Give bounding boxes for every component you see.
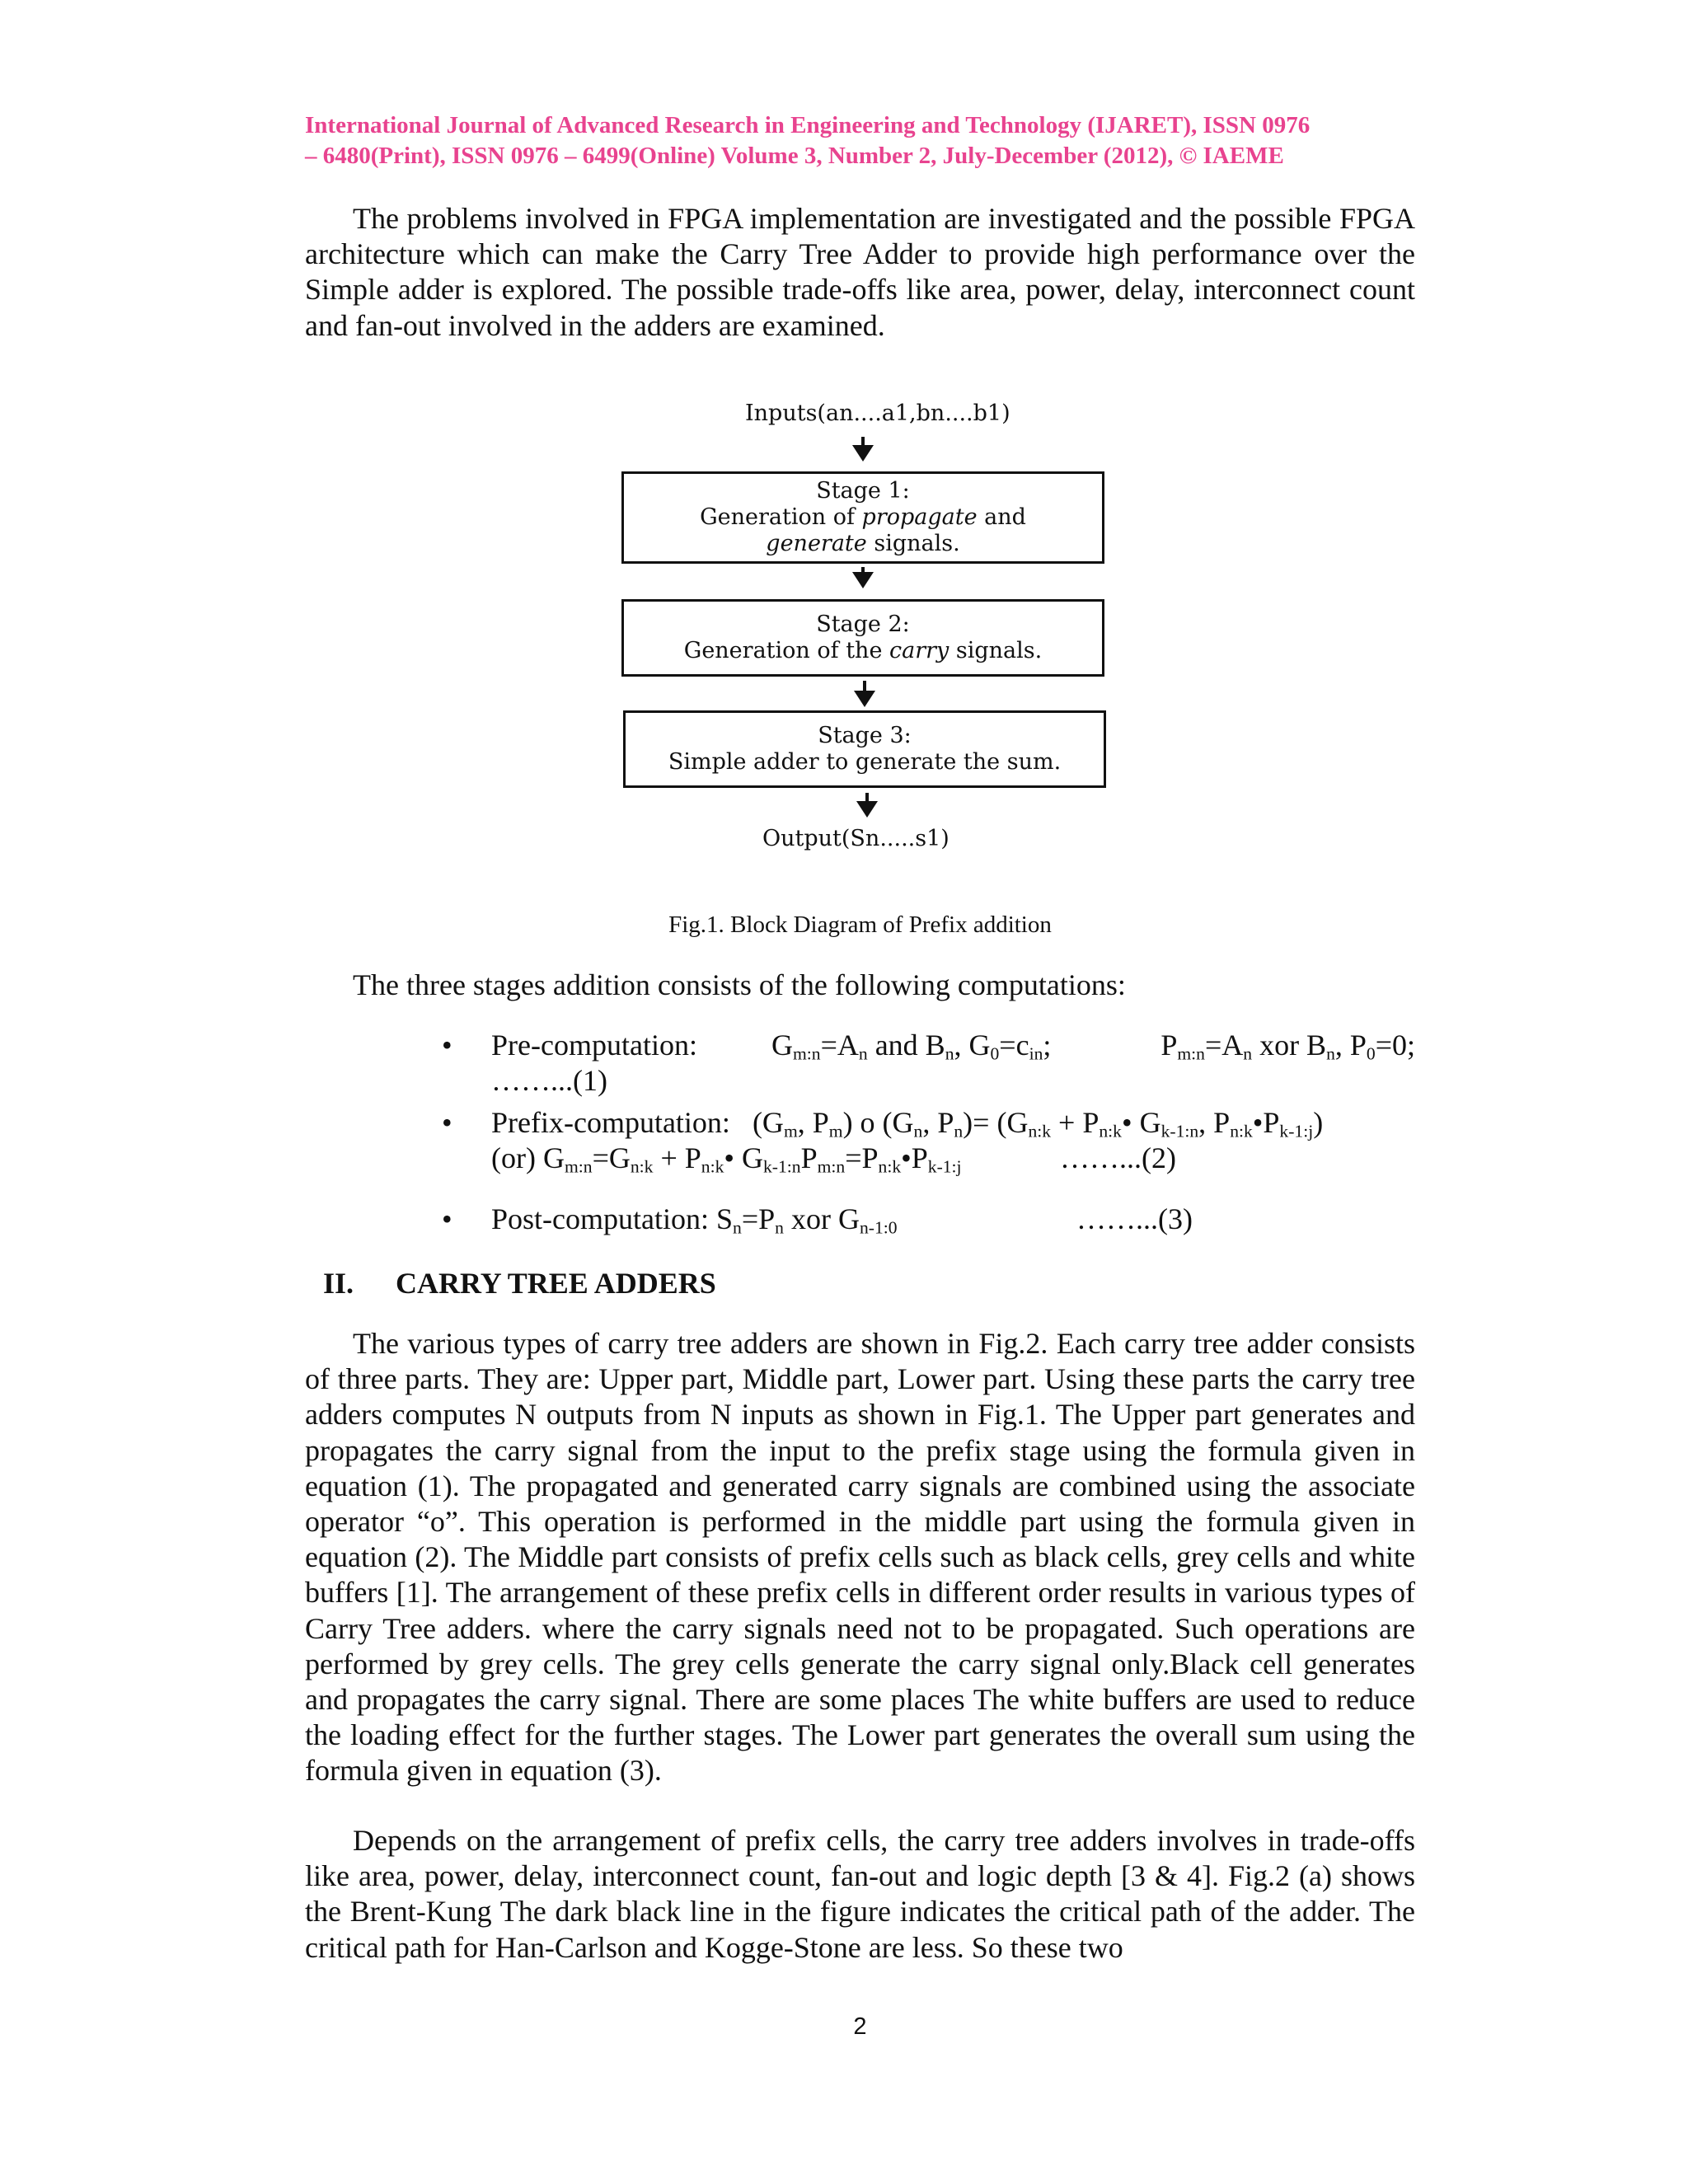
stage-2-title: Stage 2: [816, 612, 910, 637]
arrow-to-stage-3 [863, 681, 866, 692]
section-title: CARRY TREE ADDERS [396, 1267, 716, 1300]
equation-number-2: ……...(2) [1060, 1141, 1176, 1174]
stage-1-title: Stage 1: [816, 478, 910, 504]
stage-1-line-3: generate signals. [766, 531, 960, 556]
stages-intro-text: The three stages addition consists of the following computations: [353, 968, 1126, 1001]
journal-header-line-1: International Journal of Advanced Research in Engineering and Technology (IJARET), ISSN 0976 [305, 112, 1311, 138]
stage-1-line-2: Generation of propagate and [700, 504, 1026, 530]
block-diagram-figure [305, 387, 1415, 956]
prefix-computation-formula: ($G_m$, $P_m$) o ($G_n$, $P_n)= (G_{n:k}$ + $P_{n:k}•$ $G_{k-1:n}$, $P_{n:k}•P_{k-1:j}$) [752, 1106, 1324, 1141]
diagram-input-label: Inputs(an....a1,bn....b1) [745, 401, 1010, 426]
pre-computation-formula: $G_{m:n}=A_n$ and $B_n$, $G_0=c_{in}$; [771, 1029, 1052, 1064]
stage-3-text: Simple adder to generate the sum. [668, 749, 1062, 775]
bullet-icon: • [442, 1106, 452, 1139]
equation-number-3: ……...(3) [1076, 1202, 1193, 1235]
arrow-to-output [865, 793, 869, 803]
post-computation-formula: $S_n=P_n$ xor $G_{n-1:0}$ [716, 1202, 898, 1238]
pre-computation-formula-p: $P_{m:n}=A_n$ xor $B_n$, $P_0=0$; [1160, 1029, 1415, 1064]
equation-number-1: ……...(1) [491, 1064, 607, 1097]
section-number: II. [323, 1267, 354, 1300]
intro-paragraph: The problems involved in FPGA implementation are investigated and the possible FPGA architecture which can make the Carry Tree Adder to provide high performance over the Simple adder is explored. The possible trade-offs like area, power, delay, interconnect count and fan-out involved in the adders are examined. [305, 202, 1415, 342]
figure-caption: Fig.1. Block Diagram of Prefix addition [668, 912, 1052, 938]
stage-2-box [621, 599, 1104, 677]
page-number: 2 [853, 2013, 867, 2040]
journal-header-line-2: – 6480(Print), ISSN 0976 – 6499(Online) Volume 3, Number 2, July-December (2012), © IAEME [305, 143, 1284, 169]
stage-3-title: Stage 3: [818, 723, 912, 748]
bullet-icon: • [442, 1202, 452, 1235]
arrow-to-stage-1 [861, 437, 865, 447]
depends-paragraph: Depends on the arrangement of prefix cells, the carry tree adders involves in trade-offs like area, power, delay, interconnect count, fan-out and logic depth [3 & 4]. Fig.2 (a) shows the Brent-Kung The dark black line in the figure indicates the critical path of the adder. The critical path for Han-Carlson and Kogge-Stone are less. So these two [305, 1824, 1415, 1964]
stage-3-box [623, 710, 1106, 788]
carry-tree-paragraph: The various types of carry tree adders are shown in Fig.2. Each carry tree adder consists of three parts. They are: Upper part, Middle part, Lower part. Using these parts the carry tree adders computes N outputs from N inputs as shown in Fig.1. The Upper part generates and propagates the carry signal from the input to the prefix stage using the formula given in equation (1). The propagated and generated carry signals are combined using the associate operator “o”. This operation is performed in the middle part using the formula given in equation (2). The Middle part consists of prefix cells such as black cells, grey cells and white buffers [1]. The arrangement of these prefix cells in different order results in various types of Carry Tree adders. where the carry signals need not to be propagated. Such operations are performed by grey cells. The grey cells generate the carry signal only.Black cell generates and propagates the carry signal. There are some places The white buffers are used to reduce the loading effect for the further stages. The Lower part generates the overall sum using the formula given in equation (3). [305, 1327, 1415, 1788]
bullet-icon: • [442, 1029, 452, 1062]
prefix-computation-formula-alt: $G_{m:n}=G_{n:k}$ + $P_{n:k}•$ $G_{k-1:n}P_{m:n}=P_{n:k}•P_{k-1:j}$ [542, 1141, 962, 1177]
stage-2-line-2: Generation of the carry signals. [683, 638, 1043, 663]
stage-1-box [621, 471, 1104, 564]
arrow-to-stage-2 [861, 567, 865, 574]
section-heading [323, 1266, 716, 1301]
diagram-output-label: Output(Sn.....s1) [762, 826, 950, 851]
journal-header [305, 110, 1415, 171]
